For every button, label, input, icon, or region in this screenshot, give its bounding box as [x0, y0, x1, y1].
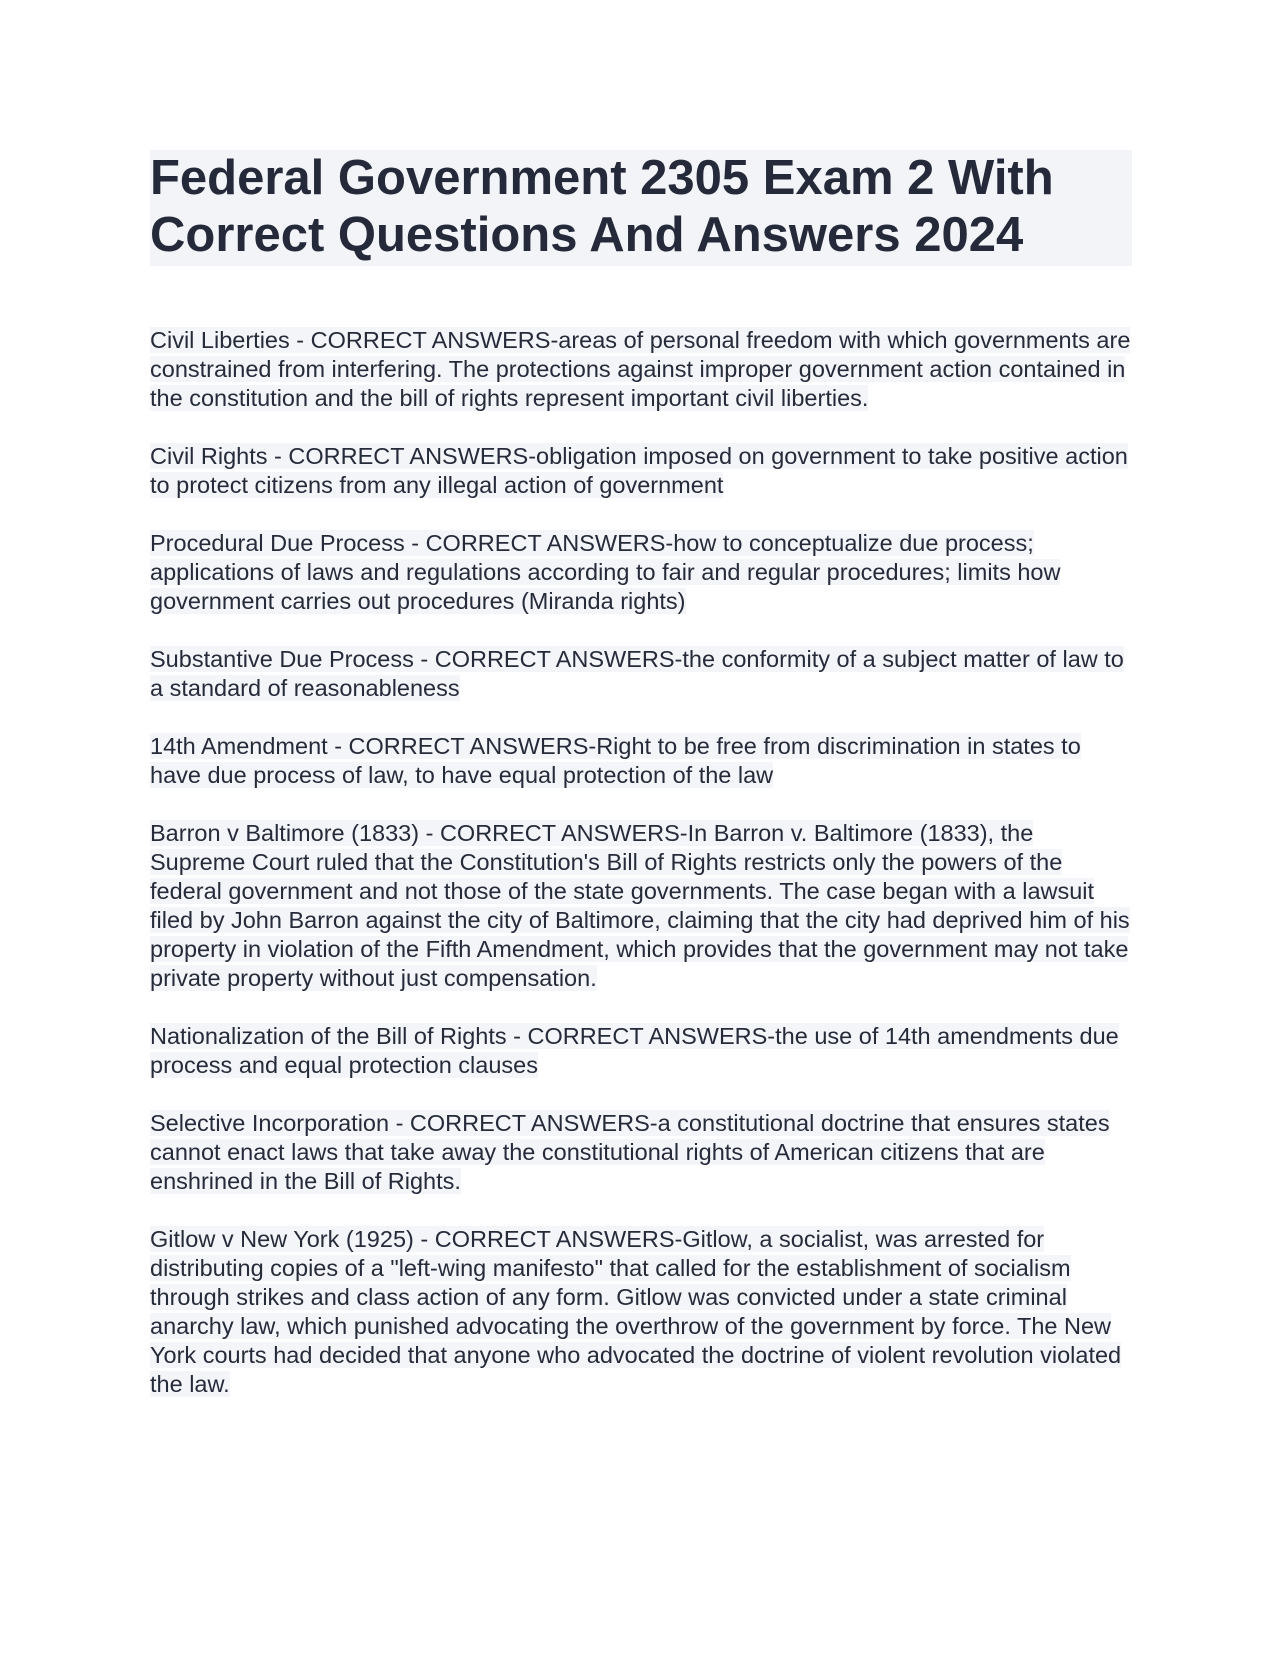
qa-entry: [150, 819, 1132, 993]
qa-entry-text: Civil Rights - CORRECT ANSWERS-obligation imposed on government to take positive action to protect citizens from any illegal action of government: [150, 443, 1128, 498]
qa-entry-text: Barron v Baltimore (1833) - CORRECT ANSWERS-In Barron v. Baltimore (1833), the Supreme Court ruled that the Constitution's Bill of Rights restricts only the powers of the federal government and not those of the state governments. The case began with a lawsuit filed by John Barron against the city of Baltimore, claiming that the city had deprived him of his property in violation of the Fifth Amendment, which provides that the government may not take private property without just compensation.: [150, 820, 1130, 991]
qa-entry: [150, 442, 1132, 500]
document-page: [150, 150, 1132, 1428]
qa-entry-text: Civil Liberties - CORRECT ANSWERS-areas of personal freedom with which governments are constrained from interfering. The protections against improper government action contained in the constitution and the bill of rights represent important civil liberties.: [150, 327, 1131, 411]
qa-entry-text: Nationalization of the Bill of Rights - CORRECT ANSWERS-the use of 14th amendments due process and equal protection clauses: [150, 1023, 1119, 1078]
qa-entry-text: Gitlow v New York (1925) - CORRECT ANSWERS-Gitlow, a socialist, was arrested for distributing copies of a "left-wing manifesto" that called for the establishment of socialism through strikes and class action of any form. Gitlow was convicted under a state criminal anarchy law, which punished advocating the overthrow of the government by force. The New York courts had decided that anyone who advocated the doctrine of violent revolution violated the law.: [150, 1226, 1122, 1397]
qa-entry-text: Substantive Due Process - CORRECT ANSWERS-the conformity of a subject matter of law to a standard of reasonableness: [150, 646, 1124, 701]
qa-entry: [150, 1225, 1132, 1399]
qa-entry: [150, 732, 1132, 790]
qa-entry: [150, 645, 1132, 703]
title-block: [150, 150, 1132, 266]
qa-entry: [150, 326, 1132, 413]
page-title: [150, 150, 1130, 264]
page-title-text: Federal Government 2305 Exam 2 With Correct Questions And Answers 2024: [150, 151, 1054, 262]
qa-entry-text: Procedural Due Process - CORRECT ANSWERS-how to conceptualize due process; applications of laws and regulations according to fair and regular procedures; limits how government carries out procedures (Miranda rights): [150, 530, 1061, 614]
qa-list: [150, 326, 1132, 1399]
qa-entry-text: Selective Incorporation - CORRECT ANSWERS-a constitutional doctrine that ensures states cannot enact laws that take away the constitutional rights of American citizens that are enshrined in the Bill of Rights.: [150, 1110, 1110, 1194]
qa-entry-text: 14th Amendment - CORRECT ANSWERS-Right to be free from discrimination in states to have due process of law, to have equal protection of the law: [150, 733, 1081, 788]
qa-entry: [150, 1109, 1132, 1196]
qa-entry: [150, 1022, 1132, 1080]
qa-entry: [150, 529, 1132, 616]
